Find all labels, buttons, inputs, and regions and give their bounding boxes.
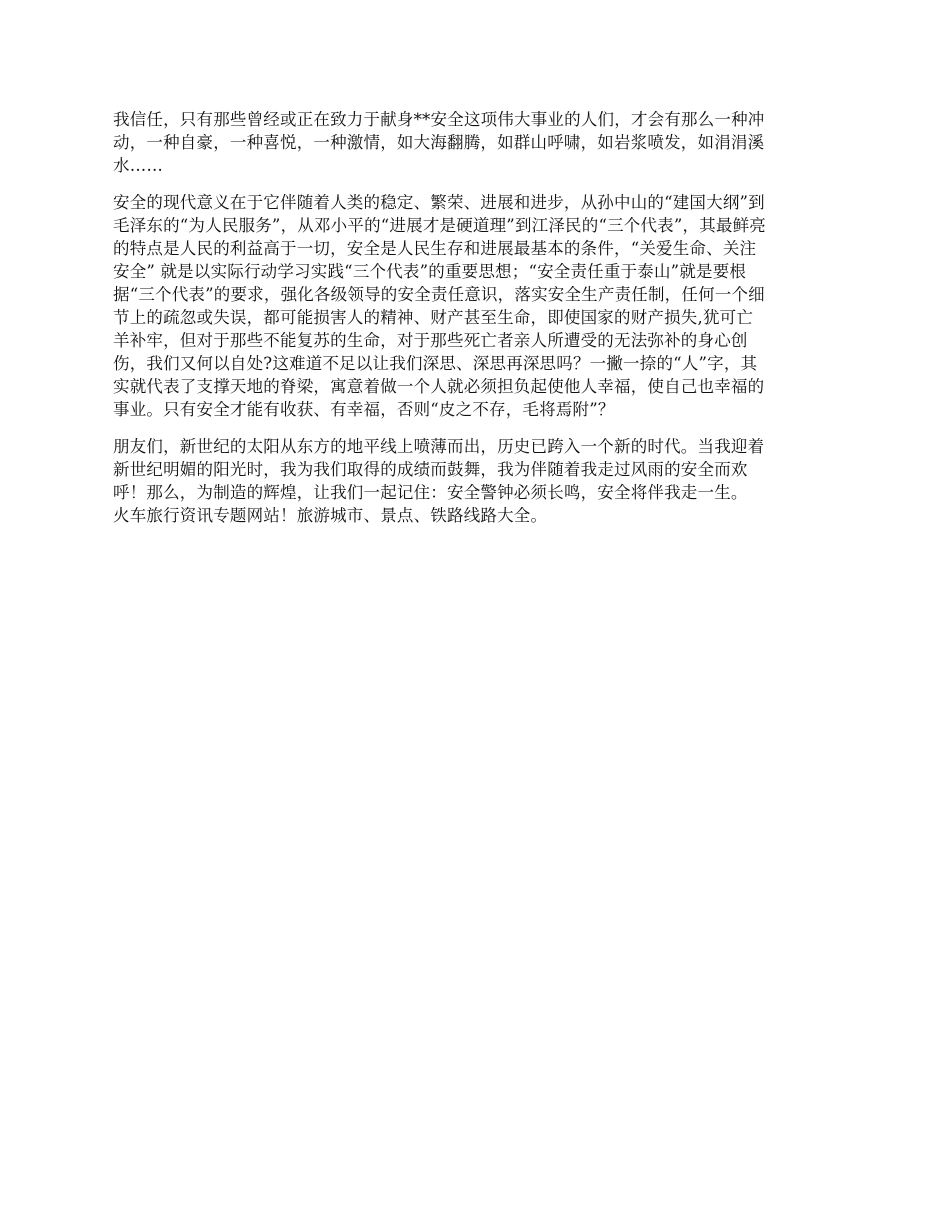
paragraph-3: 朋友们，新世纪的太阳从东方的地平线上喷薄而出，历史已跨入一个新的时代。当我迎着 新世纪明媚的阳光时，我为我们取得的成绩而鼓舞，我为伴随着我走过风雨的安全而欢 呼！那么，为制造的辉煌，让我们一起记住：安全警钟必须长鸣，安全将伴我走一生。 火车旅行资讯专题网站！旅游城市、景点、铁路线路大全。	[113, 437, 765, 525]
paragraph-1: 我信任，只有那些曾经或正在致力于献身**安全这项伟大事业的人们，才会有那么一种冲 动，一种自豪，一种喜悦，一种激情，如大海翻腾，如群山呼啸，如岩浆喷发，如涓涓溪 水……	[113, 110, 765, 175]
document-body	[113, 108, 841, 541]
paragraph-2: 安全的现代意义在于它伴随着人类的稳定、繁荣、进展和进步，从孙中山的“建国大纲”到 毛泽东的“为人民服务”，从邓小平的“进展才是硬道理”到江泽民的“三个代表”，其最鲜亮 的特点是人民的利益高于一切，安全是人民生存和进展最基本的条件，“关爱生命、关注 安全” 就是以实际行动学习实践“三个代表”的重要思想；“安全责任重于泰山”就是要根 据“三个代表”的要求，强化各级领导的安全责任意识，落实安全生产责任制，任何一个细 节上的疏忽或失误，都可能损害人的精神、财产甚至生命，即使国家的财产损失,犹可亡 羊补牢，但对于那些不能复苏的生命，对于那些死亡者亲人所遭受的无法弥补的身心创 伤，我们又何以自处?这难道不足以让我们深思、深思再深思吗？一撇一捺的“人”字，其 实就代表了支撑天地的脊梁，寓意着做一个人就必须担负起使他人幸福，使自己也幸福的 事业。只有安全才能有收获、有幸福，否则“皮之不存，毛将焉附”？	[113, 193, 767, 419]
